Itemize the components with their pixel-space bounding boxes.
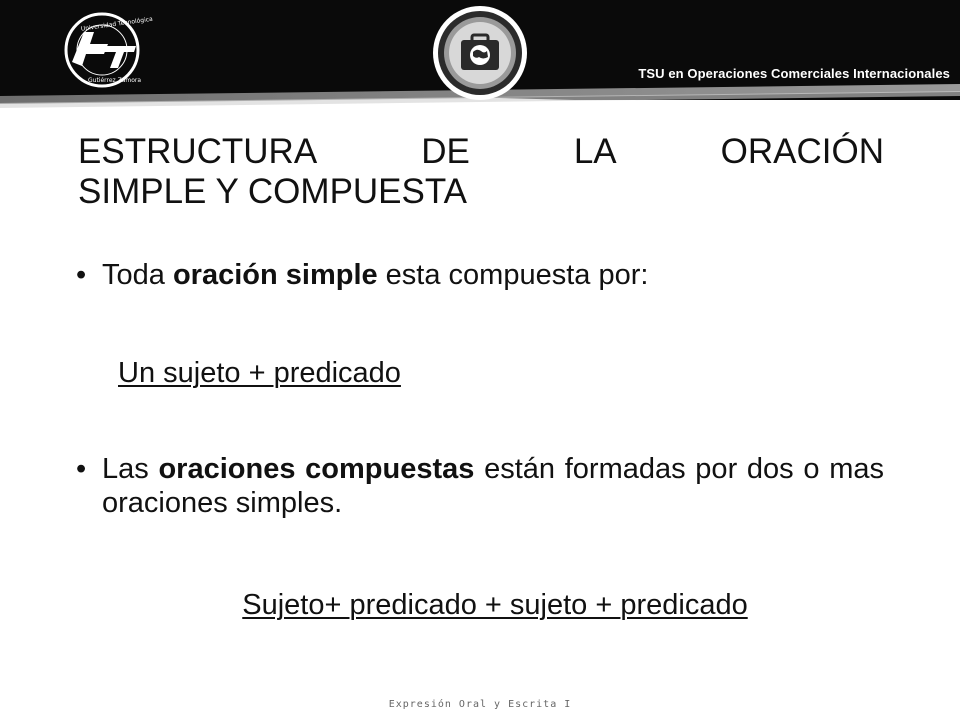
bullet-text [102,452,884,520]
bullet-text-pre: Toda [102,259,173,291]
title-word: ESTRUCTURA [78,132,318,171]
svg-text:Gutiérrez Zamora: Gutiérrez Zamora [88,77,142,84]
bullet-compound-sentence [76,452,884,520]
university-logo [50,10,160,92]
formula-compound: Sujeto+ predicado + sujeto + predicado [242,589,748,621]
bullet-text-post: están formadas por dos o mas oraciones simples. [102,453,884,519]
bullet-simple-sentence [76,258,884,292]
slide-title [78,132,884,212]
title-line-2: SIMPLE Y COMPUESTA [78,172,467,211]
title-word: LA [573,132,617,171]
bullet-glyph: • [76,453,87,485]
program-name: TSU en Operaciones Comerciales Internacionales [638,66,950,81]
bullet-text-pre: Las [102,453,159,485]
svg-text:Universidad Tecnológica: Universidad Tecnológica [80,15,154,33]
briefcase-globe-icon [431,4,529,102]
title-line-1 [78,132,884,172]
bullet-text-bold: oraciones compuestas [158,453,475,485]
title-word: ORACIÓN [720,132,884,171]
formula-simple: Un sujeto + predicado [118,357,401,389]
slide-header-band [0,0,960,118]
title-word: DE [421,132,470,171]
bullet-text-bold: oración simple [172,259,378,291]
bullet-glyph: • [76,259,87,291]
bullet-text [102,258,884,292]
bullet-text-post: esta compuesta por: [377,259,649,291]
footer-course-name: Expresión Oral y Escrita I [388,699,572,710]
